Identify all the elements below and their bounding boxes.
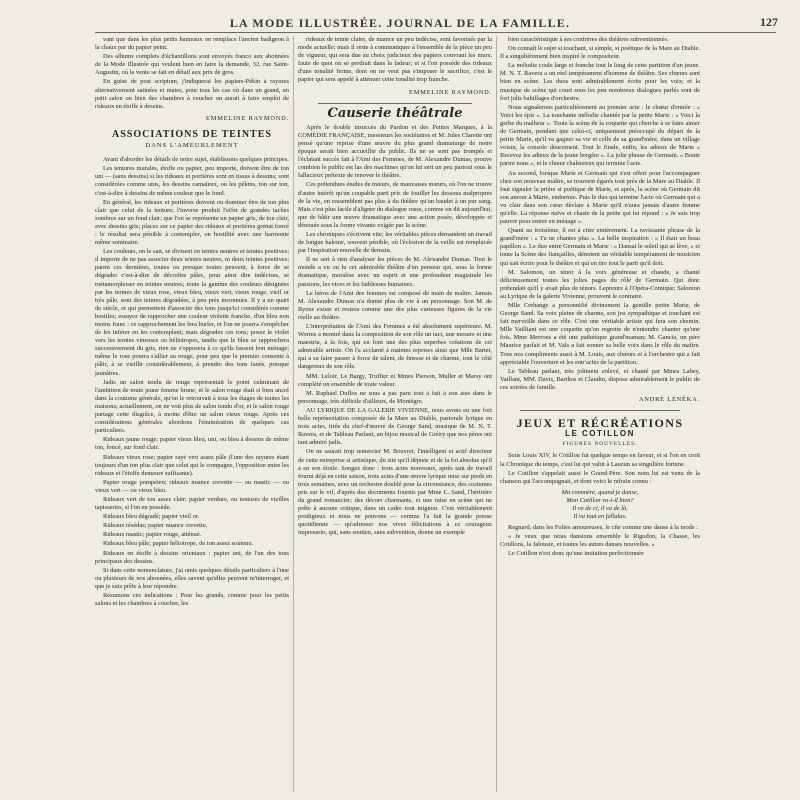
paragraph: On connaît le sujet si touchant, si simple, si poétique de la Mare au Diable. Il a singulièrement bien inspiré le compositeur. [500, 45, 700, 61]
paragraph: Des albums complets d'échantillons sont envoyés franco aux abonnées de la Mode Illustrée qui veulent bien en faire la demande, 32, rue Saint-Augustin, où la vente se fait en détail aux prix de gros. [95, 53, 289, 77]
paragraph: L'interprétation de l'Ami des Femmes a été absolument supérieure. M. Worms a montré dans la composition de son rôle un tact, une mesure et une maestria, à la fois, qui en font une des plus superbes créations de cet admirable artiste. On l'a acclamé à maintes reprises ainsi que Mlle Bartet, qui a su faire passer à force de talent, de finesse et de charme, tout le côté dangereux de son rôle. [298, 323, 492, 371]
paragraph: Après le double insuccès du Pardon et des Petites Marques, à la COMÉDIE FRANÇAISE, messieurs les sociétaires et M. Jules Claretie ont pensé qu'une reprise d'une œuvre du plus grand dramaturge de notre époque serait bien accueillie du public. Ils ne se sont pas trompés et l'éclatant succès fait à l'Ami des Femmes, de M. Alexandre Dumas, prouve combien le public est las des machines qu'on lui sert un peu partout sous le fallacieux prétexte de renover le théâtre. [298, 123, 492, 180]
paragraph: vant que dans les plus petits hameaux on remplace l'ancien badigeon à la chaux par du papier peint. [95, 36, 289, 52]
paragraph: En guise de post scriptum, j'indiquerai les papiers-Pékin à rayures alternativement satinées et mates, pour tous les cas où dans un grand, un petit salon ou bien des chambres à coucher on aurait à faire emploi de rideaux en étoffe à dessins. [95, 78, 289, 110]
song-line: Ma commère, quand je danse, [561, 488, 639, 496]
jeux-heading: JEUX ET RÉCRÉATIONS [516, 416, 684, 431]
cotillon-heading: LE COTILLON [565, 429, 635, 439]
article-body [95, 156, 289, 608]
paragraph: MM. Leloir, Le Bargy, Truffier et Mmes Pierson, Muller et Marsy ont complété un ensemble de toute valeur. [298, 372, 492, 388]
paragraph: En général, les rideaux et portières doivent ou dominer être de ton plus clair que celui de la tenture; l'inverse produit l'effet de grandes taches sombres sur un fond clair; que l'on se représente un papier gris, de ton clair, avec dessins gris; placez sur ce papier des rideaux et portières grenat foncé : le résultat sera pénible à contempler, on hostilité avec une harmonie même sommaire. [95, 198, 289, 247]
separator-rule [520, 410, 680, 411]
paragraph: Rideaux vert de ton assez clair; papier verdure, ou tentures de vieilles tapisseries, si l'on en possède. [95, 495, 289, 512]
causerie-body [298, 124, 492, 538]
column-1 [95, 36, 289, 792]
paragraph: Les chroniques s'écrivent vite; les véritables pièces demandent un travail de longue haleine, souvent pénible, où l'éclosion de la veille est remplacée par l'inspiration nouvelle de demain. [298, 230, 492, 255]
paragraph: Papier rouge pompéien; rideaux nuance crevette — ou mastic — ou vieux vert — ou vieux bleu. [95, 478, 289, 494]
continued-paragraphs [298, 36, 492, 85]
signature: ANDRÉ LÉNÉKA. [638, 396, 700, 404]
column-3 [500, 36, 700, 792]
paragraph: bien caractéristique à ses confrères des théâtres subventionnés. [508, 36, 669, 43]
review-paragraphs [500, 36, 700, 392]
paragraph: Les tentures murales, étoffe ou papier, peu importe, doivent être de ton uni — (sans dessins) si les rideaux et portières sont en tissus à dessins; sont considérées comme unis, les dessins camaïeux, ou les pékins, ton sur ton, c'est-à-dire à dessins de même couleur que le fond. [95, 165, 289, 197]
song-line: Il va tout en fallalas. [573, 513, 627, 521]
column-2 [298, 36, 492, 792]
paragraph: Les couleurs, on le sait, se divisent en teintes neutres et teintes positives; il importe de ne pas associer deux teintes neutres, ni deux teintes positives; parmi ces dernières, toutes ou presque toutes peuvent, à force de se dégrader c'est-à-dire de décroître pâles, pour ainsi dire indécises, se métamorphoser en teintes neutres; toute la gamme des couleurs désignées par les termes de vieux rose, vieux bleu, vieux vert, vieux rouge, vieil or très pâle, sont des teintes dégradées, à peu près inconnues. Il y a un quart de siècle, et qui permettent d'associer des tons jusqu'ici considérés comme hostiles; essayez de rapprocher une couleur violette franche, d'un bleu non moins franc : ce rapprochement les fera hurler, et l'on ne pourra s'empêcher de les inférer en les contemplant; mais dégradez ces tons; posez le violet vers les teintes vineuses ou héliotropes, tandis que le bleu se rapprochera successivement du gris, rien ne s'opposera à ce qu'ils fassent bon ménage; même le rose pourra s'allier au rouge, pour peu que le premier consente à pâlir, à se vieillir considérablement, à prendre des tons fanés, presque jaunâtres. [95, 248, 289, 377]
paragraph: Le héros de l'Ami des femmes est composé de main de maître. Jamais M. Alexandre Dumas n'a donné plus de vie à un personnage. Son M. de Ryons existe et restera comme une des plus curieuses figures de la vie réelle au théâtre. [298, 289, 492, 321]
song-line: Mon Cotillon va-t-il bien? [566, 496, 634, 504]
paragraph: On ne saurait trop remercier M. Bouvret, l'intelligent et actif directeur de cette entreprise si artistique, du site qu'il dépiste et de la foi absolue qu'il a en son étoile. Songez donc : trois actes nouveaux, après tant de travail fourni déjà en cette saison, trois actes d'une œuvre lyrique mise sur pieds en trois semaines, avec un orchestre doublé pour la circonstance, des costumes pris sur le vif, d'après des documents fournis par Mme L. Sand, l'héritière du grand romancier; des décors charmants, et une mise en scène qui ne prête à aucune critique, dans un cadre tout mignon. C'est véritablement prodigieux et nous ne pouvons — comme l'a fait la grande presse quotidienne — qu'adresser nos vives félicitations à ce courageux impresario, qui, sans soutien, sans subvention, donne un exemple [298, 448, 492, 537]
paragraph: Le Cotillon n'est donc qu'une imitation perfectionnée [508, 550, 644, 558]
paragraph: Il ne sert à rien d'analyser les pièces de M. Alexandre Dumas. Tout le monde a vu ou lu cet admirable théâtre d'un penseur qui, sous la forme dramatique, moralise avec un esprit et une profondeur magistrale les passions, les vices et les faiblesses humaines. [298, 256, 492, 288]
figures-subheading: FIGURES NOUVELLES. [562, 441, 638, 448]
paragraph: Nous signalerons particulièrement au premier acte : le chœur d'entrée : « Voici les épis ». La touchante mélodie chantée par la petite Marie : « Voici la gerbe du malheur ». Toute la scène de la coquette qui cherche à se faire aimer de Germain, pendant que celui-ci, uniquement préoccupé du départ de la petite Marie, qu'il va gagner sa vie et celle de sa grand'mère, dans un village voisin, la console doucement. Tout le finale, enfin, les adieux de Marie « Recevez les adieux de la jeune bergère ». La jolie phrase de Germain. « Bonte parmi nous », et le chœur chaleureux qui termine l'acte. [500, 103, 700, 168]
signature: EMMELINE RAYMOND. [206, 114, 289, 122]
paragraph: « Je veux que nous dansions ensemble le Rigodon, la Chasse, les Cotillons, la Jalousie, et toutes les autres danses nouvelles. » [500, 533, 700, 549]
cotillon-body-cont [500, 524, 700, 558]
journal-title: LA MODE ILLUSTRÉE. JOURNAL DE LA FAMILLE. [229, 16, 571, 30]
paragraph: Avant d'aborder les détails de notre sujet, établissons quelques principes. [103, 156, 289, 164]
paragraph: Résumons ces indications : Pour les grands, comme pour les petits salons et les chambres à coucher, les [95, 592, 289, 608]
paragraph: Rideaux bleu dégradé; papier vieil or. [103, 513, 200, 521]
column-divider [496, 36, 497, 792]
column-divider [293, 36, 294, 792]
article-subheading: DANS L'AMEUBLEMENT [145, 142, 239, 150]
paragraph: AU LYRIQUE DE LA GALERIE VIVIENNE, nous avons eu une fort belle représentation composée de la Mare au Diable, pastorale lyrique en trois actes, tirée du chef-d'œuvre de George Sand, musique de M. N. T. Ravera, et de Tableau Parlant, un bijou musical de Grétry que nos pères ont tant admiré jadis. [298, 406, 492, 447]
article-heading: ASSOCIATIONS DE TEINTES [112, 128, 272, 140]
paragraph: Sous Louis XIV, le Cotillon fut quelque temps en faveur, et si l'on en croit la Chronique du temps, c'est lui qui valut à Lauzun sa singulière fortune. [500, 452, 700, 468]
song-line: Il va de ci, il va de là, [572, 504, 628, 512]
paragraph: M. Raphael Duflos ne sous a pas paru tout à fait à son aise dans le personnage, très difficile d'ailleurs, de Montègre. [298, 389, 492, 405]
paragraph: Rideaux en étoffe à dessins orientaux : papier uni, de l'un des tons principaux des dessins. [95, 549, 289, 565]
page-number: 127 [760, 15, 778, 29]
paragraph: Rideaux jaune rouge; papier vieux bleu, uni, ou bleu à dessins de même ton, foncé, sur fond clair. [95, 436, 289, 452]
intro-paragraphs [95, 36, 289, 111]
causerie-heading: Causerie théâtrale [327, 105, 463, 121]
paragraph: Regnard, dans les Folies amoureuses, le cite comme une danse à la mode : [508, 524, 699, 532]
paragraph: Au second, lorsque Marie et Germain qui s'est offert pour l'accompagner chez son nouveau maître, se trouvent égarés tout près de la Mare au Diable. Il faut signaler la prière si poétique de Marie, et après, la scène où Germain dit son amour à Marie, endormie. Puis le duo qui termine l'acte où Germain qui a vu clair dans son cœur déclare à Marie qu'il n'aura jamais d'autre femme qu'elle. La réponse naïve et chaste de la petite qui lui répond : « Je suis trop pauvre pour entrer en ménage ». [500, 169, 700, 226]
paragraph: Rideaux bleu pâle; papier héliotrope, de ton assez soutenu. [103, 540, 254, 548]
paragraph: Si dans cette nomenclature, j'ai omis quelques détails particuliers à l'une ou plusieurs de nos abonnées, elles savent qu'elles peuvent m'interroger, et que je suis prête à leur répondre. [95, 566, 289, 590]
paragraph: Mlle Crehange a personnifié divinement la gentille petite Marie, de George Sand. Sa voix pleine de charme, son jeu sympathique et touchant est fait merveille dans ce rôle. C'est une véritable artiste qui fera son chemin. Mlle Vailliant est une coquette qu'on regrette de n'entendre chanter qu'une fois. Mme Merrous a été une pathétique grand'maman; M. Gancia, un père Maurice parfait et M. Vals a fait sonner sa belle voix dans le rôle du maître. Tous nos compliments aussi à M. Louis, aux chœurs et à l'orchestre qui a fait appréciable l'ouverture et les entr'actes de la partition. [500, 302, 700, 366]
paragraph: Le Tableau parlant, très joliment enlevé, et chanté par Mmes Labey, Vaillant, MM. Davis, Barthos et Claudin, dispose admirablement le public de ces soirées de famille. [500, 367, 700, 391]
paragraph: Ces prétendues études de mœurs, de mauvaises mœurs, où l'on ne trouve d'autre intérêt qu'un coupable parti pris de fouiller les dessous malpropres de la vie, en ressemblent pas plus à du théâtre qu'un baudet à un pur sang. Mais c'est plus facile d'aligner du dialogue rosse, comme on dit aujourd'hui, que de bâtir une œuvre dramatique avec une action posée, développée et dénouée sous la forme vivante exigée par la scène. [298, 181, 492, 229]
song-verse [500, 489, 700, 521]
paragraph: rideaux de teinte claire, de nuance un peu indécise, sont favorisés par la mode actuelle; mais il reste à communiquer à l'ensemble de la pièce un peu de vigueur, qui sera due au choix judicieux des papiers couvrant les murs; faute de quoi on se perdrait dans la fadeur; et si l'on possède des rideaux d'une tonalité ferme, dont on ne veut pas s'imposer le sacrifice, c'est le papier qui sera appelé à atténuer cette tonalité trop franche. [298, 36, 492, 84]
paragraph: M. Salomon, un ténor à la voix généreuse et chaude, a chanté délicieusement toutes les jolies pages du rôle de Germain. Qui donc prétendait qu'il y avait plus de ténors. Leprestre à l'Opéra-Comique; Salomon au Lyrique de la galerie Vivienne, prouvent le contraire. [500, 268, 700, 300]
paragraph: Rideaux résédas; papier nuance crevette. [103, 522, 208, 530]
paragraph: Le Cotillon s'appelait aussi le Grand-Père. Son nom lui est venu de la chanson qui l'accompagnait, et dont voici le refrain connu : [500, 469, 700, 485]
signature: EMMELINE RAYMOND. [409, 88, 492, 96]
header-rule [95, 32, 776, 33]
paragraph: Rideaux mastic; papier rouge, atténué. [103, 531, 202, 539]
paragraph: Quant au troisième, il est à citer entièrement. La ravissante phrase de la grand'mère : « Tu ne chantes plus ». La belle inspiration : « Il était un beau papillon ». Le duo entre Germain et Marie : « Dansai le soleil qui se lève, » et toute la Scène des fiançailles, dénotent un véritable tempérament de musicien qui sait écrire pour le théâtre et qui en tire tout le parti qu'il doit. [500, 227, 700, 267]
cotillon-body [500, 452, 700, 485]
paragraph: La mélodie coule large et franche tout le long de cette partition d'un jeune. M. N. T. Ravera a un réel tempérament d'homme de théâtre. Ses chœurs sont bien en scène. Les duos sont admirablement écrits pour les voix; et la musique de scène qui court sous les peu nombreux dialogues parlés sont de fort jolis babillages d'orchestre. [500, 62, 700, 102]
paragraph: Jadis un salon tendu de rouge représentait le point culminant de l'ambition de toute jeune femme brune, et le salon rouge était si bien ancré dans la coutume générale, qu'on le retrouvait à tous les étages de toutes les maisons; actuellement, on ne voit plus de salon tendu d'or, et le salon rouge partage cette disgrâce, à moins d'être un salon vieux rouge. Après ces considérations générales abordons l'énumération de quelques cas particuliers. [95, 378, 289, 435]
separator-rule [318, 103, 472, 104]
paragraph: Rideaux vieux rose; papier rayé vert assez pâle (l'une des rayures étant toujours d'un ton plus clair que celui qui le compagne, l'opposition entre les rideaux et l'étoffe demeure suffisante). [95, 453, 289, 477]
